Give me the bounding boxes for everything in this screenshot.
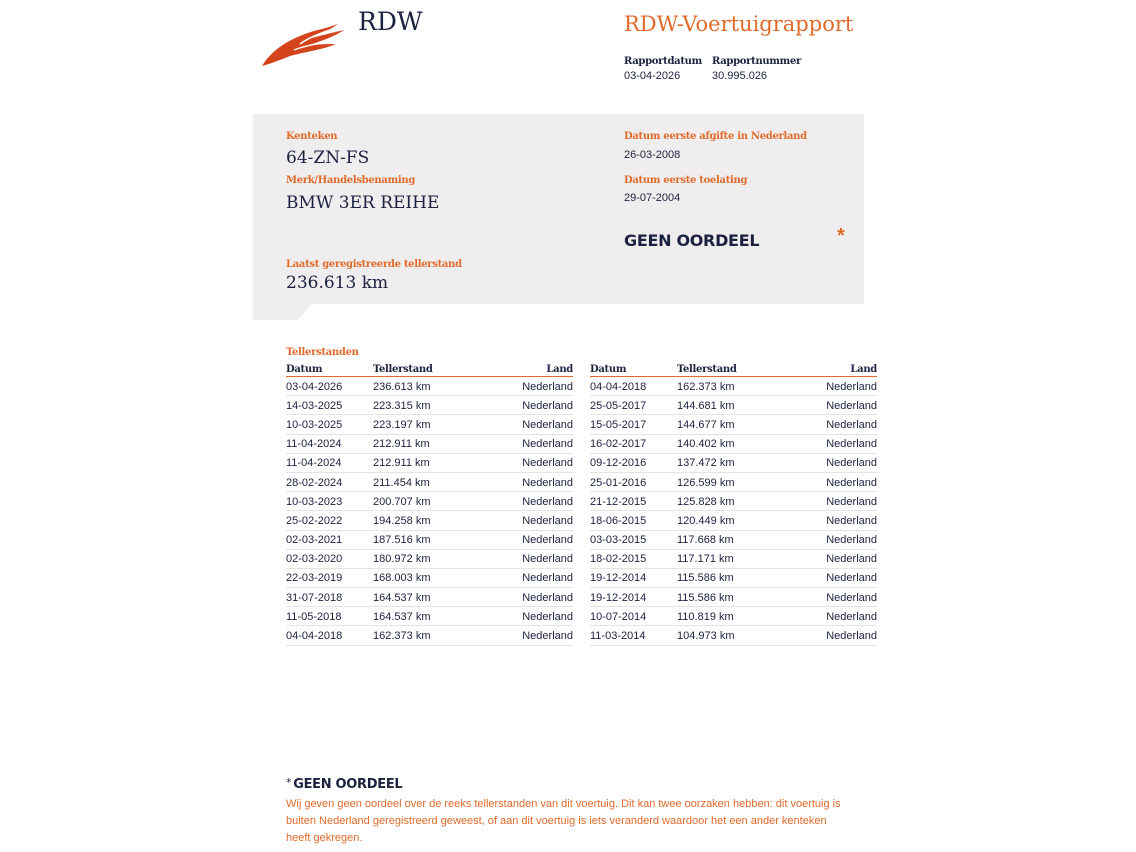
table-row: [286, 588, 573, 607]
cell-date: 18-06-2015: [590, 514, 647, 527]
cell-km: 144.677 km: [677, 418, 735, 431]
cell-date: 25-02-2022: [286, 514, 343, 527]
table-row: [590, 626, 877, 645]
table-row: [286, 511, 573, 530]
report-date-value: 03-04-2026: [624, 70, 681, 82]
cell-km: 125.828 km: [677, 495, 735, 508]
report-date-block: [624, 56, 702, 82]
cell-country: Nederland: [826, 438, 877, 451]
cell-country: Nederland: [826, 495, 877, 508]
make-label: Merk/Handelsbenaming: [286, 175, 416, 186]
table-row: [590, 588, 877, 607]
cell-date: 22-03-2019: [286, 572, 343, 585]
cell-country: Nederland: [826, 553, 877, 566]
cell-date: 11-03-2014: [590, 630, 646, 643]
header-country: Land: [546, 364, 573, 375]
table-row: [286, 473, 573, 492]
table-row: [286, 626, 573, 645]
odometer-value: 236.613 km: [286, 273, 389, 293]
make-value: BMW 3ER REIHE: [286, 193, 440, 213]
cell-km: 200.707 km: [373, 495, 431, 508]
cell-date: 11-04-2024: [286, 438, 342, 451]
footnote-title: [286, 776, 402, 792]
cell-date: 11-04-2024: [286, 457, 342, 470]
cell-km: 110.819 km: [677, 610, 734, 623]
cell-country: Nederland: [826, 476, 877, 489]
table-row: [590, 454, 877, 473]
cell-date: 10-03-2025: [286, 418, 343, 431]
footnote-heading: GEEN OORDEEL: [293, 777, 403, 792]
cell-country: Nederland: [522, 572, 573, 585]
odometer-label: Laatst geregistreerde tellerstand: [286, 259, 462, 270]
cell-date: 04-04-2018: [286, 630, 343, 643]
header-date: Datum: [590, 364, 627, 375]
cell-km: 211.454 km: [373, 476, 430, 489]
header-km: Tellerstand: [373, 364, 433, 375]
first-nl-label: Datum eerste afgifte in Nederland: [624, 131, 807, 142]
brand-name: RDW: [358, 7, 423, 36]
cell-date: 03-03-2015: [590, 534, 647, 547]
cell-date: 25-05-2017: [590, 399, 647, 412]
cell-country: Nederland: [522, 399, 573, 412]
table-row: [590, 511, 877, 530]
table-row: [590, 492, 877, 511]
cell-date: 28-02-2024: [286, 476, 343, 489]
cell-country: Nederland: [522, 514, 573, 527]
cell-date: 16-02-2017: [590, 438, 647, 451]
cell-country: Nederland: [826, 591, 877, 604]
cell-km: 168.003 km: [373, 572, 431, 585]
cell-country: Nederland: [826, 572, 877, 585]
cell-km: 223.315 km: [373, 399, 431, 412]
cell-km: 104.973 km: [677, 630, 735, 643]
first-nl-value: 26-03-2008: [624, 149, 681, 161]
rdw-logo-icon: [260, 22, 346, 68]
cell-date: 31-07-2018: [286, 591, 343, 604]
cell-km: 115.586 km: [677, 572, 734, 585]
cell-km: 212.911 km: [373, 457, 430, 470]
cell-date: 03-04-2026: [286, 380, 343, 393]
header-country: Land: [850, 364, 877, 375]
table-row: [590, 473, 877, 492]
verdict-text: GEEN OORDEEL: [624, 231, 760, 250]
cell-country: Nederland: [522, 495, 573, 508]
plate-value: 64-ZN-FS: [286, 148, 370, 168]
verdict-footnote-marker: *: [837, 225, 845, 247]
cell-country: Nederland: [522, 610, 573, 623]
table-row: [590, 607, 877, 626]
cell-country: Nederland: [826, 610, 877, 623]
cell-country: Nederland: [826, 399, 877, 412]
table-row: [286, 531, 573, 550]
cell-date: 19-12-2014: [590, 591, 647, 604]
cell-country: Nederland: [522, 418, 573, 431]
cell-date: 25-01-2016: [590, 476, 647, 489]
table-row: [590, 569, 877, 588]
cell-km: 223.197 km: [373, 418, 431, 431]
cell-country: Nederland: [522, 534, 573, 547]
report-number-block: [712, 56, 801, 82]
cell-country: Nederland: [826, 630, 877, 643]
cell-km: 162.373 km: [677, 380, 735, 393]
table-row: [286, 435, 573, 454]
table-row: [286, 415, 573, 434]
cell-country: Nederland: [826, 534, 877, 547]
cell-km: 115.586 km: [677, 591, 734, 604]
header-km: Tellerstand: [677, 364, 737, 375]
cell-country: Nederland: [522, 630, 573, 643]
cell-km: 164.537 km: [373, 610, 431, 623]
report-date-label: Rapportdatum: [624, 56, 702, 67]
cell-date: 10-07-2014: [590, 610, 647, 623]
table-row: [286, 569, 573, 588]
readings-table-right: [590, 364, 877, 646]
panel-tail-shape: [253, 303, 313, 320]
cell-km: 144.681 km: [677, 399, 735, 412]
cell-date: 10-03-2023: [286, 495, 343, 508]
cell-date: 02-03-2020: [286, 553, 343, 566]
report-number-label: Rapportnummer: [712, 56, 801, 67]
report-number-value: 30.995.026: [712, 70, 768, 82]
cell-km: 236.613 km: [373, 380, 431, 393]
table-row: [286, 607, 573, 626]
cell-country: Nederland: [826, 380, 877, 393]
cell-date: 02-03-2021: [286, 534, 343, 547]
cell-country: Nederland: [826, 457, 877, 470]
cell-country: Nederland: [826, 514, 877, 527]
readings-title: Tellerstanden: [286, 347, 359, 358]
table-header: [590, 364, 877, 377]
table-row: [590, 377, 877, 396]
cell-km: 180.972 km: [373, 553, 431, 566]
table-row: [286, 550, 573, 569]
footnote-marker: *: [286, 776, 292, 789]
cell-date: 19-12-2014: [590, 572, 647, 585]
first-admission-value: 29-07-2004: [624, 192, 681, 204]
cell-country: Nederland: [522, 476, 573, 489]
table-row: [286, 396, 573, 415]
table-row: [590, 415, 877, 434]
table-row: [590, 396, 877, 415]
table-row: [286, 492, 573, 511]
cell-km: 162.373 km: [373, 630, 431, 643]
cell-date: 14-03-2025: [286, 399, 343, 412]
cell-km: 117.668 km: [677, 534, 734, 547]
cell-date: 18-02-2015: [590, 553, 647, 566]
first-admission-label: Datum eerste toelating: [624, 175, 748, 186]
table-row: [590, 531, 877, 550]
cell-km: 212.911 km: [373, 438, 430, 451]
table-row: [590, 550, 877, 569]
report-title: RDW-Voertuigrapport: [624, 12, 854, 36]
table-row: [286, 377, 573, 396]
plate-label: Kenteken: [286, 131, 338, 142]
cell-km: 187.516 km: [373, 534, 431, 547]
cell-km: 137.472 km: [677, 457, 735, 470]
cell-km: 140.402 km: [677, 438, 735, 451]
cell-date: 09-12-2016: [590, 457, 647, 470]
cell-country: Nederland: [522, 553, 573, 566]
cell-date: 11-05-2018: [286, 610, 342, 623]
header-date: Datum: [286, 364, 323, 375]
footnote-text: Wij geven geen oordeel over de reeks tellerstanden van dit voertuig. Dit kan twee oorzaken hebben: dit voertuig is buiten Nederland geregistreerd geweest, of aan dit voertuig is iets veranderd waardoor het een ander kenteken heeft gekregen.: [286, 798, 841, 844]
table-row: [590, 435, 877, 454]
cell-date: 15-05-2017: [590, 418, 647, 431]
table-row: [286, 454, 573, 473]
table-header: [286, 364, 573, 377]
cell-km: 120.449 km: [677, 514, 735, 527]
cell-country: Nederland: [522, 438, 573, 451]
cell-km: 117.171 km: [677, 553, 734, 566]
cell-date: 04-04-2018: [590, 380, 647, 393]
cell-country: Nederland: [826, 418, 877, 431]
cell-date: 21-12-2015: [590, 495, 647, 508]
cell-country: Nederland: [522, 591, 573, 604]
cell-country: Nederland: [522, 457, 573, 470]
cell-km: 194.258 km: [373, 514, 431, 527]
cell-country: Nederland: [522, 380, 573, 393]
readings-table-left: [286, 364, 573, 646]
cell-km: 126.599 km: [677, 476, 735, 489]
cell-km: 164.537 km: [373, 591, 431, 604]
